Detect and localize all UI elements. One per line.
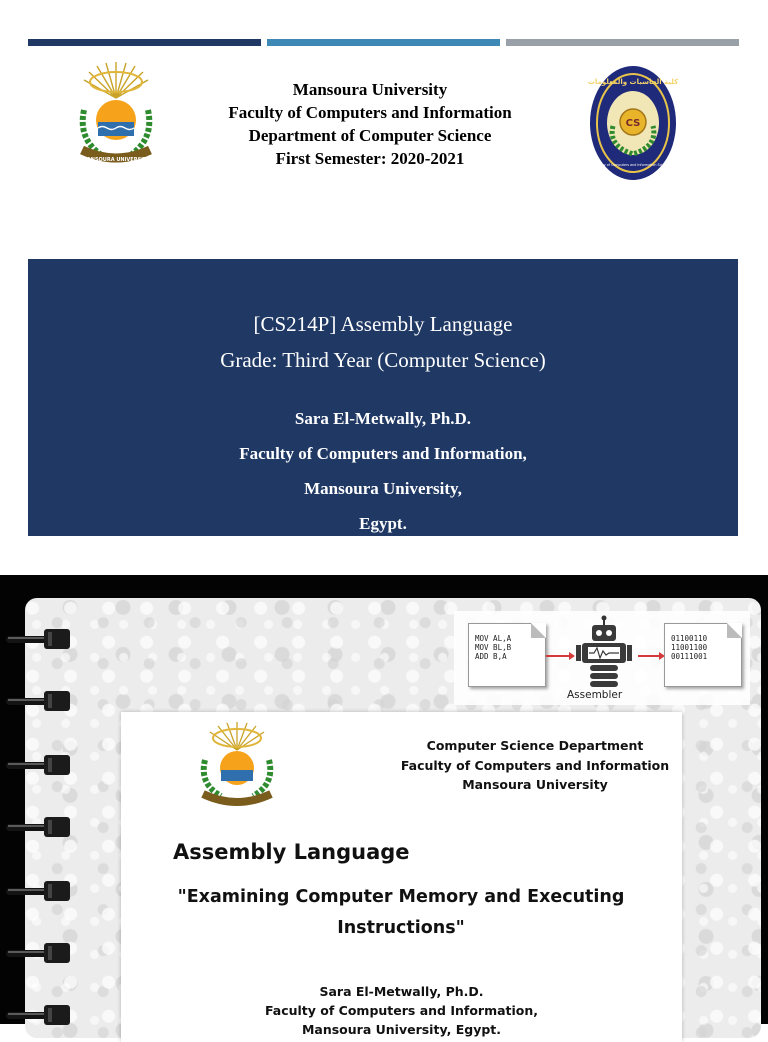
accent-bar-blue <box>267 39 500 46</box>
card-author-name: Sara El-Metwally, Ph.D. <box>319 984 484 999</box>
asm-source-line: MOV BL,B <box>475 643 512 652</box>
spiral-ring-icon <box>4 627 70 651</box>
arrow-to-machine-code <box>638 655 660 657</box>
mansoura-university-logo <box>191 718 283 810</box>
course-info-panel <box>28 259 738 536</box>
card-lecture-topic <box>151 882 651 944</box>
faculty-logo <box>588 64 678 182</box>
asm-source-line: ADD B,A <box>475 652 507 661</box>
card-faculty: Faculty of Computers and Information <box>400 757 670 773</box>
arrow-to-assembler <box>546 655 570 657</box>
faculty-logo-arabic: كلية الحاسبات والمعلومات <box>587 78 679 86</box>
institution-header <box>200 78 540 170</box>
spiral-ring-icon <box>4 689 70 713</box>
accent-bar-navy <box>28 39 261 46</box>
machine-code-document <box>664 623 742 687</box>
semester-label: First Semester: 2020-2021 <box>275 149 465 168</box>
accent-bar-gray <box>506 39 739 46</box>
assembler-diagram <box>454 611 750 705</box>
author-block <box>28 401 738 541</box>
faculty-name: Faculty of Computers and Information <box>228 103 512 122</box>
card-department: Computer Science Department <box>426 738 644 753</box>
topic-line-2: Instructions" <box>337 918 465 938</box>
robot-icon <box>572 615 636 689</box>
lecture-title-card <box>121 712 682 1042</box>
card-author-university: Mansoura University, Egypt. <box>301 1022 502 1037</box>
machine-code-line: 11001100 <box>671 643 708 652</box>
author-university: Mansoura University, <box>304 479 462 498</box>
course-title: [CS214P] Assembly Language <box>253 312 513 336</box>
department-name: Department of Computer Science <box>248 126 492 145</box>
course-block <box>28 306 738 378</box>
topic-line-1: "Examining Computer Memory and Executing <box>177 887 625 907</box>
author-affiliation: Faculty of Computers and Information, <box>239 444 527 463</box>
card-university: Mansoura University <box>462 777 608 792</box>
notebook-slide <box>0 575 768 1037</box>
course-grade: Grade: Third Year (Computer Science) <box>220 348 546 372</box>
author-name: Sara El-Metwally, Ph.D. <box>294 409 472 428</box>
university-name: Mansoura University <box>292 80 448 99</box>
source-code-document <box>468 623 546 687</box>
asm-source-line: MOV AL,A <box>475 634 512 643</box>
machine-code-line: 00111001 <box>671 652 708 661</box>
faculty-logo-monogram: CS <box>625 118 641 129</box>
card-author-faculty: Faculty of Computers and Information, <box>264 1003 539 1018</box>
faculty-logo-english: Faculty of Computers and Information Sciences <box>594 163 672 167</box>
logo-left-caption: MANSOURA UNIVERSITY <box>81 157 151 163</box>
card-author-block <box>121 982 682 1039</box>
spiral-ring-icon <box>4 815 70 839</box>
card-department-header <box>379 736 691 795</box>
spiral-ring-icon <box>4 879 70 903</box>
spiral-ring-icon <box>4 941 70 965</box>
assembler-label: Assembler <box>567 689 623 701</box>
machine-code-line: 01100110 <box>671 634 708 643</box>
spiral-ring-icon <box>4 753 70 777</box>
spiral-ring-icon <box>4 1003 70 1027</box>
author-country: Egypt. <box>359 514 407 533</box>
mansoura-university-logo <box>70 58 162 170</box>
card-course-title: Assembly Language <box>173 840 410 864</box>
